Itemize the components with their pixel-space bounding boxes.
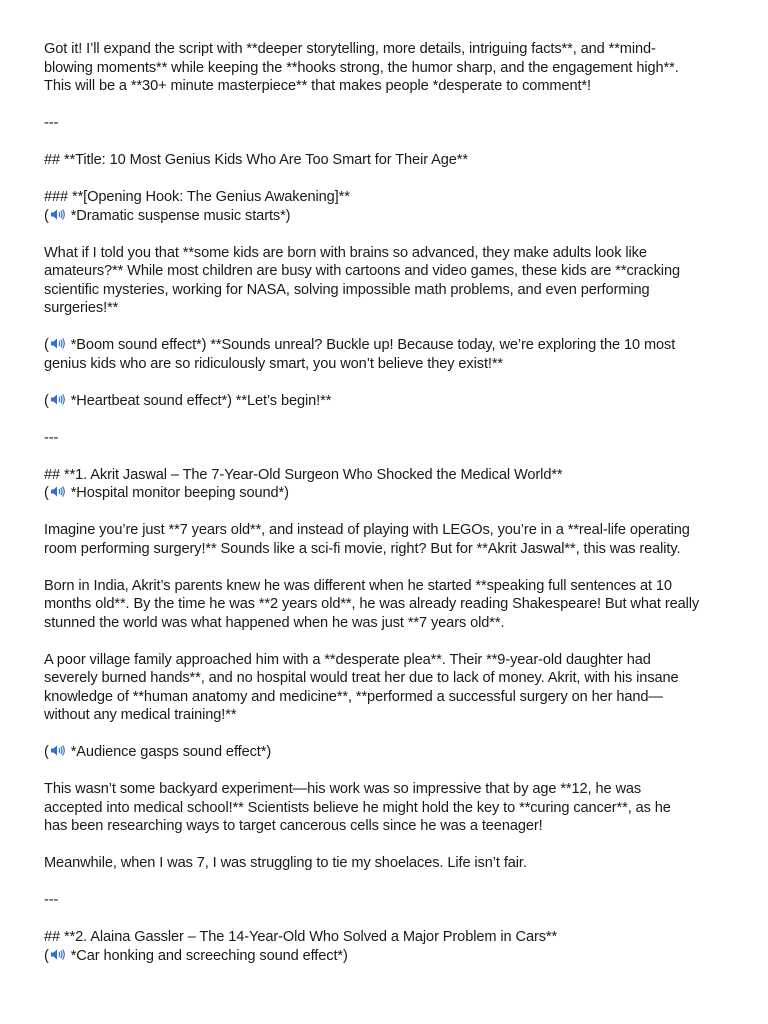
speaker-icon [50, 485, 66, 498]
s1-p2-line-1: Born in India, Akrit’s parents knew he was different when he started **speaking full sentences at 10 [44, 577, 672, 594]
s1-p4-line-1: This wasn’t some backyard experiment—his work was so impressive that by age **12, he was [44, 781, 642, 797]
speaker-icon [50, 948, 66, 961]
boom-line-2: genius kids who are so ridiculously smart, you won’t believe they exist!** [44, 355, 504, 372]
s1-p5: Meanwhile, when I was 7, I was struggling to tie my shoelaces. Life isn’t fair. [44, 855, 527, 871]
intro-line-1: Got it! I’ll expand the script with **deeper storytelling, more details, intriguing facts**, and **mind- [44, 41, 656, 57]
opening-sfx: ( *Dramatic suspense music starts*) [44, 207, 291, 224]
opening-para-line-4: surgeries!** [44, 300, 119, 316]
s1-p3-line-2: severely burned hands**, and no hospital would treat her due to lack of money. Akrit, with his insane [44, 670, 679, 686]
intro-line-3: This will be a **30+ minute masterpiece** that makes people *desperate to comment*! [44, 78, 591, 94]
section1-sfx: ( *Hospital monitor beeping sound*) [44, 485, 289, 501]
opening-para-line-2: amateurs?** While most children are busy with cartoons and video games, these kids are **cracking [44, 263, 680, 279]
s1-p4-line-3: has been researching ways to target cancerous cells since he was a teenager! [44, 818, 543, 834]
intro-line-2: blowing moments** while keeping the **hooks strong, the humor sharp, and the engagement high**. [44, 59, 679, 76]
speaker-icon [50, 393, 66, 406]
boom-sfx-line: ( *Boom sound effect*) **Sounds unreal? Buckle up! Because today, we’re exploring the 10 most [44, 337, 676, 353]
s1-p2-line-2: months old**. By the time he was **2 years old**, he was already reading Shakespeare! But what really [44, 596, 700, 612]
section1-heading: ## **1. Akrit Jaswal – The 7-Year-Old Surgeon Who Shocked the Medical World** [44, 466, 563, 483]
speaker-icon [50, 337, 66, 350]
s1-p2-line-3: stunned the world was what happened when he was just **7 years old**. [44, 614, 505, 631]
speaker-icon [50, 208, 66, 221]
s1-p3-line-3: knowledge of **human anatomy and medicine**, **performed a successful surgery on her hand— [44, 688, 663, 705]
opening-para-line-1: What if I told you that **some kids are born with brains so advanced, they make adults look like [44, 244, 647, 261]
section2-heading: ## **2. Alaina Gassler – The 14-Year-Old Who Solved a Major Problem in Cars** [44, 929, 558, 945]
divider: --- [44, 115, 59, 131]
s1-p1-line-2: room performing surgery!** Sounds like a sci-fi movie, right? But for **Akrit Jaswal**, this was reality. [44, 540, 681, 557]
gasp-sfx-line: ( *Audience gasps sound effect*) [44, 744, 272, 760]
s1-p3-line-4: without any medical training!** [44, 707, 237, 723]
s1-p1-line-1: Imagine you’re just **7 years old**, and instead of playing with LEGOs, you’re in a **real-life operating [44, 522, 690, 538]
section2-sfx: ( *Car honking and screeching sound effect*) [44, 947, 348, 964]
divider: --- [44, 892, 59, 908]
heartbeat-sfx-line: ( *Heartbeat sound effect*) **Let’s begin!** [44, 392, 332, 409]
speaker-icon [50, 744, 66, 757]
doc-title: ## **Title: 10 Most Genius Kids Who Are Too Smart for Their Age** [44, 152, 468, 168]
s1-p3-line-1: A poor village family approached him with a **desperate plea**. Their **9-year-old daughter had [44, 651, 651, 668]
opening-heading: ### **[Opening Hook: The Genius Awakening]** [44, 189, 350, 205]
opening-para-line-3: scientific mysteries, working for NASA, solving impossible math problems, and even performing [44, 281, 650, 298]
document-page [44, 40, 744, 965]
s1-p4-line-2: accepted into medical school!** Scientists believe he might hold the key to **curing cancer**, as he [44, 799, 671, 816]
divider: --- [44, 429, 59, 446]
